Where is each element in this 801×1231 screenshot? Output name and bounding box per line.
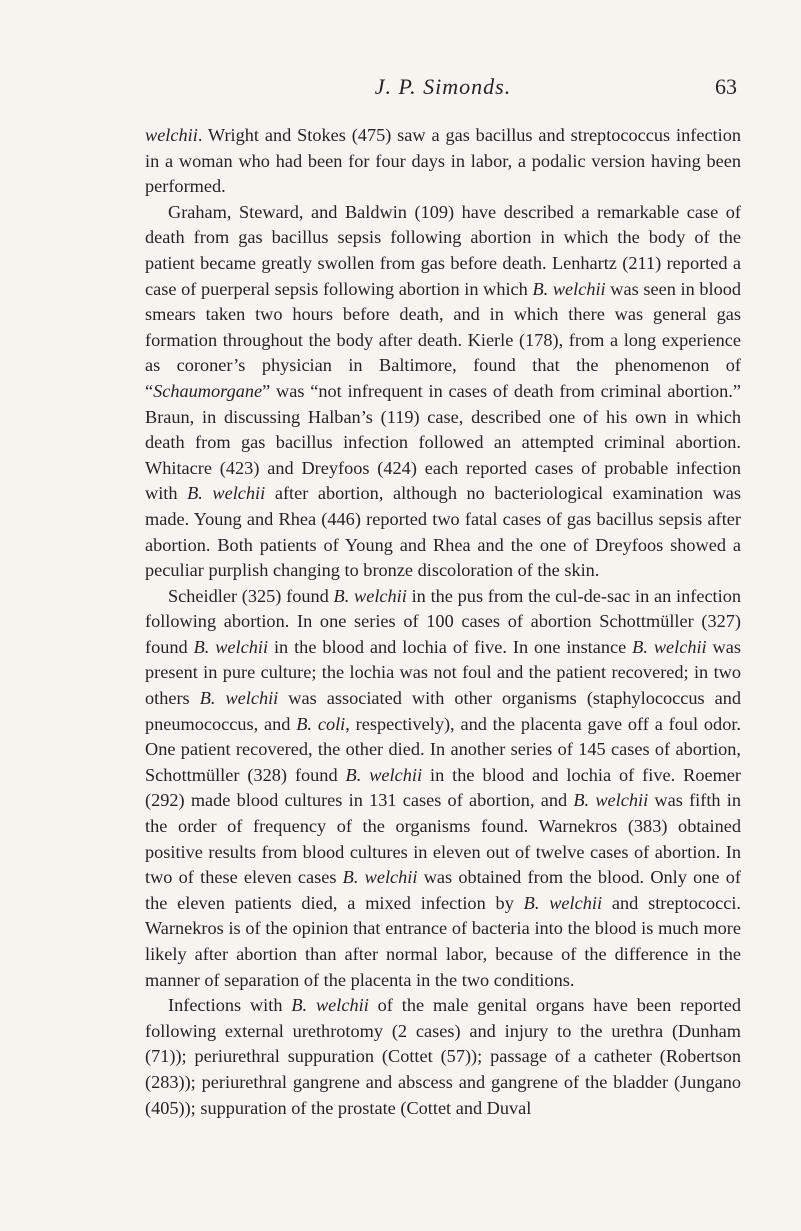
running-head: J. P. Simonds. bbox=[374, 74, 512, 99]
page-number: 63 bbox=[715, 74, 737, 99]
paragraph-4: Infections with B. welchii of the male genital organs have been reported following external urethrotomy (2 cases) and injury to the urethra (Dunham (71)); periurethral suppuration (Cottet (57)); passage of a catheter (Robertson (283)); periurethral gangrene and abscess and gangrene of the bladder (Jungano (405)); suppuration of the prostate (Cottet and Duval bbox=[145, 995, 741, 1118]
body-text bbox=[145, 123, 741, 1121]
paragraph-3: Scheidler (325) found B. welchii in the pus from the cul-de-sac in an infection following abortion. In one series of 100 cases of abortion Schottmüller (327) found B. welchii in the blood and lochia of five. In one instance B. welchii was present in pure culture; the lochia was not foul and the patient recovered; in two others B. welchii was associated with other organisms (staphylococcus and pneumococcus, and B. coli, respectively), and the placenta gave off a foul odor. One patient recovered, the other died. In another series of 145 cases of abortion, Schottmüller (328) found B. welchii in the blood and lochia of five. Roemer (292) made blood cultures in 131 cases of abortion, and B. welchii was fifth in the order of frequency of the organisms found. Warnekros (383) obtained positive results from blood cultures in eleven out of twelve cases of abortion. In two of these eleven cases B. welchii was obtained from the blood. Only one of the eleven patients died, a mixed infection by B. welchii and streptococci. Warnekros is of the opinion that entrance of bacteria into the blood is much more likely after abortion than after normal labor, because of the difference in the manner of separation of the placenta in the two conditions. bbox=[145, 585, 742, 990]
page-header bbox=[145, 74, 741, 106]
paragraph-2: Graham, Steward, and Baldwin (109) have described a remarkable case of death from gas bacillus sepsis following abortion in which the body of the patient became greatly swollen from gas before death. Lenhartz (211) reported a case of puerperal sepsis following abortion in which B. welchii was seen in blood smears taken two hours before death, and in which there was general gas formation throughout the body after death. Kierle (178), from a long experience as coroner’s physician in Baltimore, found that the phenomenon of “Schaumorgane” was “not infrequent in cases of death from criminal abortion.” Braun, in discussing Halban’s (119) case, described one of his own in which death from gas bacillus infection followed an attempted criminal abortion. Whitacre (423) and Dreyfoos (424) each reported cases of probable infection with B. welchii after abortion, although no bacteriological examination was made. Young and Rhea (446) reported two fatal cases of gas bacillus sepsis after abortion. Both patients of Young and Rhea and the one of Dreyfoos showed a peculiar purplish changing to bronze discoloration of the skin. bbox=[145, 201, 742, 581]
paragraph-1: welchii. Wright and Stokes (475) saw a gas bacillus and streptococcus infection in a woman who had been for four days in labor, a podalic version having been performed. bbox=[145, 125, 741, 197]
